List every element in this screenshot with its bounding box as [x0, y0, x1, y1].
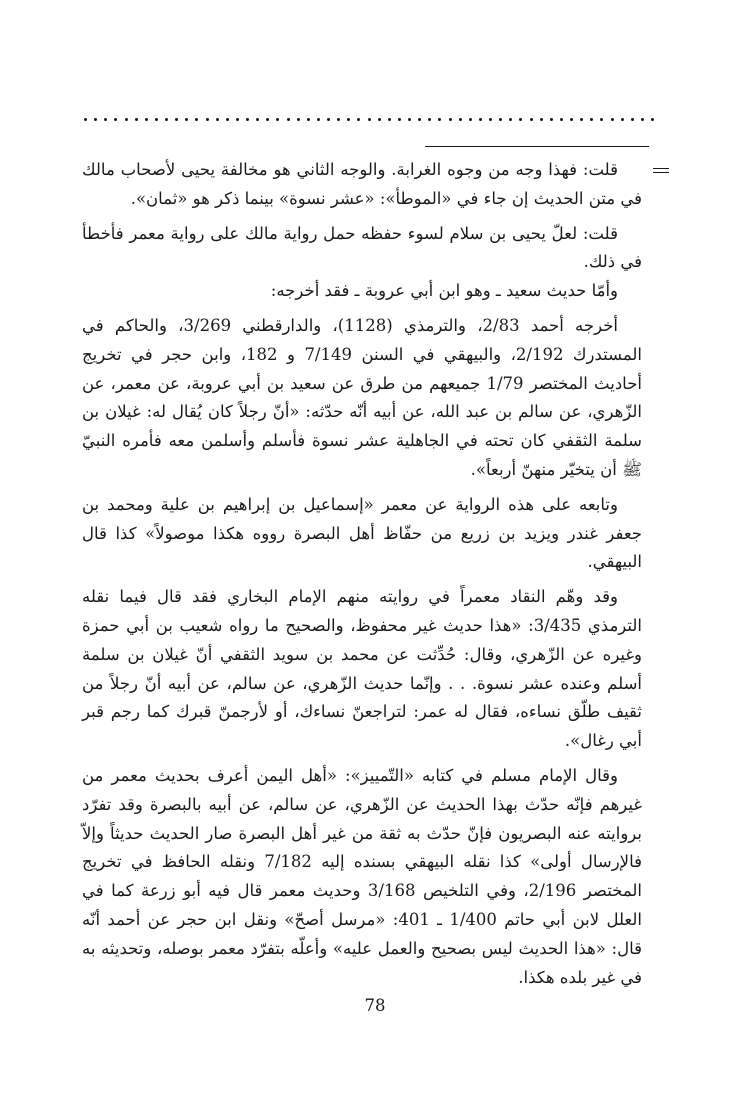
- page-number: 78: [364, 996, 386, 1015]
- paragraph-1: قلت: فهذا وجه من وجوه الغرابة. والوجه الثاني هو مخالفة يحيى لأصحاب مالك في متن الحديث إن جاء في «الموطأ»: «عشر نسوة» بينما ذكر هو «ثمان».: [82, 160, 642, 208]
- paragraph-6: وقد وهّم النقاد معمراً في روايته منهم الإمام البخاري فقد قال فيما نقله الترمذي 3/435: «هذا حديث غير محفوظ، والصحيح ما رواه شعيب بن أبي حمزة وغيره عن الزّهري، وقال: حُدِّثت عن محمد بن سويد الثقفي أنّ غيلان بن سلمة أسلم وعنده عشر نسوة. . . وإنّما حديث الزّهري، عن سالم، عن أبيه أنّ رجلاً من ثقيف طلّق نساءه، فقال له عمر: لتراجعنّ نساءك، أو لأرجمنّ قبرك كما رجم قبر أبي رغال».: [82, 587, 642, 751]
- paragraph-5: وتابعه على هذه الرواية عن معمر «إسماعيل بن إبراهيم بن علية ومحمد بن جعفر غندر ويزيد بن زريع من حفّاظ أهل البصرة رووه هكذا موصولاً» كذا قال البيهقي.: [82, 494, 642, 572]
- paragraph-7: وقال الإمام مسلم في كتابه «التّمييز»: «أهل اليمن أعرف بحديث معمر من غيرهم فإنّه حدّث بهذا الحديث عن الزّهري، عن سالم، عن أبيه بالبصرة وقد تفرّد بروايته عنه البصريون فإنّ حدّث به ثقة من غير أهل البصرة صار الحديث حديثاً وإلاّ فالإرسال أولى» كذا نقله البيهقي بسنده إليه 7/182 ونقله الحافظ في تخريج المختصر 2/196، وفي التلخيص 3/168 وحديث معمر قال فيه أبو زرعة كما في العلل لابن أبي حاتم 1/400 ـ 401: «مرسل أصحّ» ونقل ابن حجر عن أحمد أنّه قال: «هذا الحديث ليس بصحيح والعمل عليه» وأعلّه بتفرّد معمر بوصله، وتحديثه به في غير بلده هكذا.: [82, 765, 643, 987]
- paragraph-3: وأمّا حديث سعيد ـ وهو ابن أبي عروبة ـ فقد أخرجه:: [270, 281, 618, 301]
- paragraph-2: قلت: لعلّ يحيى بن سلام لسوء حفظه حمل رواية مالك على رواية معمر فأخطأ في ذلك.: [82, 223, 642, 272]
- paragraph-4: أخرجه أحمد 2/83، والترمذي (1128)، والدارقطني 3/269، والحاكم في المستدرك 2/192، والبيهقي في السنن 7/149 و 182، وابن حجر في تخريج أحاديث المختصر 1/79 جميعهم من طرق عن سعيد بن أبي عروبة، عن معمر، عن الزّهري، عن سالم بن عبد الله، عن أبيه أنّه حدّثه: «أنّ رجلاً كان يُقال له: غيلان بن سلمة الثقفي كان تحته في الجاهلية عشر نسوة فأسلم وأسلمن معه فأمره النبيّ ﷺ أن يتخيّر منهنّ أربعاً».: [82, 315, 643, 479]
- continuation-mark-icon: [653, 168, 669, 176]
- footnote-rule: [425, 146, 649, 147]
- dotted-separator: [84, 108, 654, 130]
- footnote-text: [82, 156, 642, 992]
